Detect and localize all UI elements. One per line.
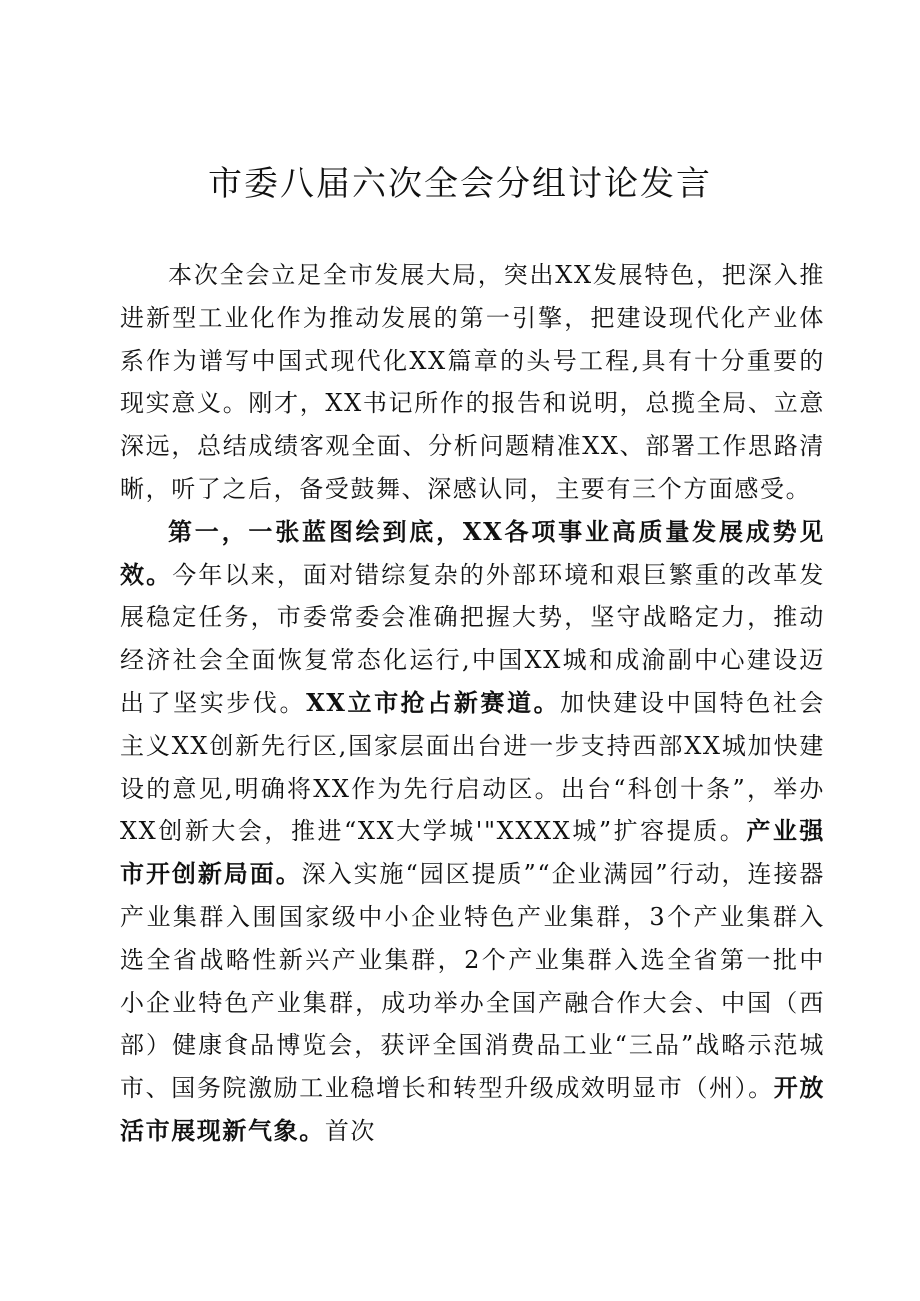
section-heading-first: 第一，一张蓝图绘到底，XX各项事业高质量发展成势见效。 [120,516,825,589]
paragraph-text: 今年以来，面对错综复杂的外部环境和艰巨繁重的改革发展稳定任务，市委常委会准确把握大势，坚守战略定力，推动经济社会全面恢复常态化运行,中国XX城和成渝副中心建设迈出了坚实步伐。 [120,560,825,717]
subheading-opening: 开放活市展现新气象。 [120,1073,825,1145]
paragraph-text: 深入实施“园区提质”“企业满园”行动，连接器产业集群入围国家级中小企业特色产业集群，3个产业集群入选全省战略性新兴产业集群，2个产业集群入选全省第一批中小企业特色产业集群，成功举办全国产融合作大会、中国（西部）健康食品博览会，获评全国消费品工业“三品”战略示范城市、国务院激励工业稳增长和转型升级成效明显市（州）。 [120,860,825,1103]
paragraph-text: 加快建设中国特色社会主义XX创新先行区,国家层面出台进一步支持西部XX城加快建设的意见,明确将XX作为先行启动区。出台“科创十条”，举办XX创新大会，推进“XX大学城'"XXXX城”扩容提质。 [120,688,826,846]
paragraph-intro: 本次全会立足全市发展大局，突出XX发展特色，把深入推进新型工业化作为推动发展的第一引擎，把建设现代化产业体系作为谱写中国式现代化XX篇章的头号工程,具有十分重要的现实意义。刚才，XX书记所作的报告和说明，总揽全局、立意深远，总结成绩客观全面、分析问题精准XX、部署工作思路清晰，听了之后，备受鼓舞、深感认同，主要有三个方面感受。 [120,261,825,503]
subheading-industry: 产业强市开创新局面。 [120,816,825,889]
paragraph-first-point [120,511,825,1153]
document-body [120,254,825,1153]
paragraph-text: 首次 [324,1116,377,1145]
subheading-new-track: XX立市抢占新赛道。 [306,687,561,717]
document-title: 市委八届六次全会分组讨论发言 [208,164,712,204]
